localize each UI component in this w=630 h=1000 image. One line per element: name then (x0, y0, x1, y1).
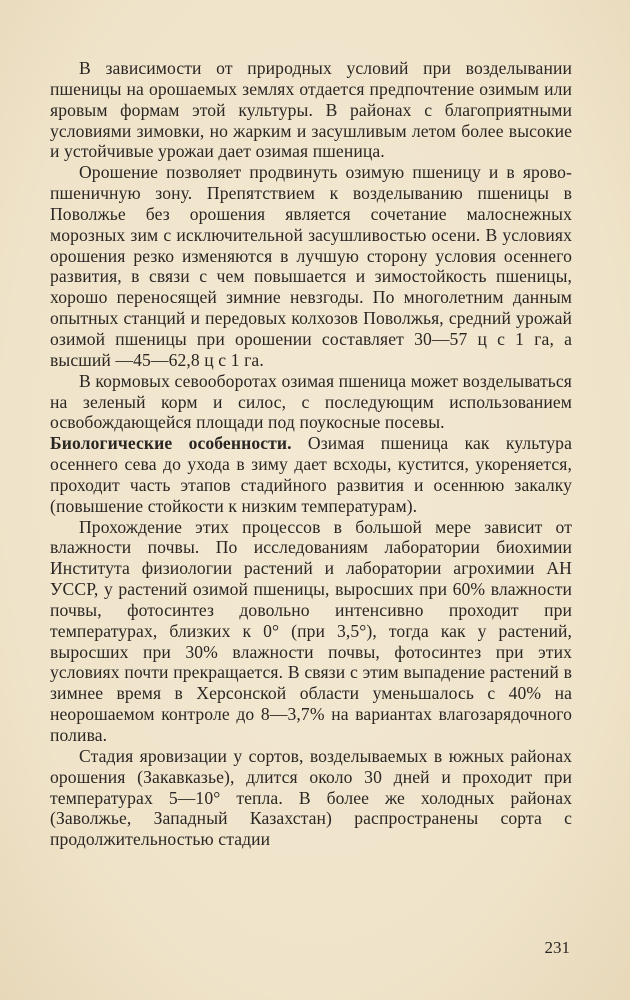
paragraph-5 (50, 517, 572, 746)
paragraph-2-text: Орошение позволяет продвинуть озимую пшеницу и в ярово-пшеничную зону. Препятствием к возделыванию пшеницы в Поволжье без орошения является сочетание малоснежных морозных зим с исключительной засушливостью осени. В условиях орошения резко изменяются в лучшую сторону условия осеннего развития, в связи с чем повышается и зимостойкость пшеницы, хорошо переносящей зимние невзгоды. По многолетним данным опытных станций и передовых колхозов Поволжья, средний урожай озимой пшеницы при орошении составляет 30—57 ц с 1 га, а высший —45—62,8 ц с 1 га. (50, 162, 572, 370)
paragraph-6-text: Стадия яровизации у сортов, возделываемых в южных районах орошения (Закавказье), длится около 30 дней и проходит при температурах 5—10° тепла. В более же холодных районах (Заволжье, Западный Казахстан) распространены сорта с продолжительностью стадии (50, 745, 572, 850)
section-heading: Биологические особенности. (50, 433, 292, 454)
page-number: 231 (544, 938, 570, 957)
paragraph-6 (50, 746, 572, 850)
paragraph-5-text: Прохождение этих процессов в большой мере зависит от влажности почвы. По исследованиям лаборатории биохимии Института физиологии растений и лаборатории агрохимии АН УССР, у растений озимой пшеницы, выросших при 60% влажности почвы, фотосинтез довольно интенсивно проходит при температурах, близких к 0° (при 3,5°), тогда как у растений, выросших при 30% влажности почвы, фотосинтез при этих условиях почти прекращается. В связи с этим выпадение растений в зимнее время в Херсонской области уменьшалось с 40% на неорошаемом контроле до 8—3,7% на вариантах влагозарядочного полива. (50, 516, 572, 745)
paragraph-3 (50, 371, 572, 434)
paragraph-1-text: В зависимости от природных условий при возделывании пшеницы на орошаемых землях отдается предпочтение озимым или яровым формам этой культуры. В районах с благоприятными условиями зимовки, но жарким и засушливым летом более высокие и устойчивые урожаи дает озимая пшеница. (50, 58, 572, 162)
paragraph-2 (50, 162, 572, 370)
paragraph-4-text: Озимая пшеница как культура осеннего сева до ухода в зиму дает всходы, кустится, укореняется, проходит часть этапов стадийного развития и осеннюю закалку (повышение стойкости к низким температурам). (50, 433, 572, 516)
paragraph-1 (50, 58, 572, 162)
paragraph-3-text: В кормовых севооборотах озимая пшеница может возделываться на зеленый корм и силос, с последующим использованием освобождающейся площади под поукосные посевы. (50, 370, 572, 433)
body-text (50, 58, 572, 850)
paragraph-4 (50, 433, 572, 516)
